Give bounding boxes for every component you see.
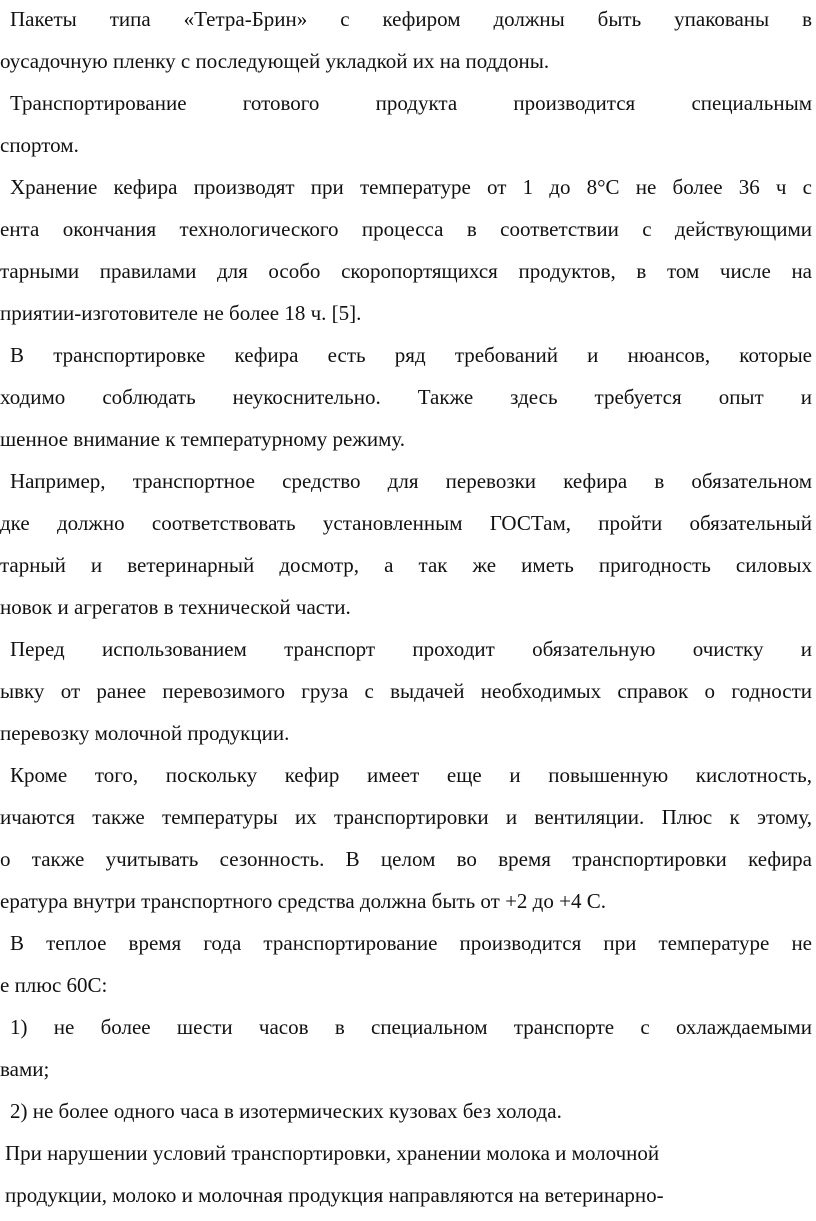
text-line: 2) не более одного часа в изотермических кузовах без холода. xyxy=(10,1099,562,1123)
text-line: Транспортирование готового продукта производится специальным xyxy=(10,91,812,115)
text-line: вами; xyxy=(0,1057,50,1081)
text-line: ходимо соблюдать неукоснительно. Также здесь требуется опыт и xyxy=(0,385,812,409)
text-line: оусадочную пленку с последующей укладкой их на поддоны. xyxy=(0,49,550,73)
text-line: продукции, молоко и молочная продукция направляются на ветеринарно- xyxy=(5,1183,664,1207)
text-line: Хранение кефира производят при температуре от 1 до 8°С не более 36 ч с xyxy=(10,175,812,199)
text-line: Перед использованием транспорт проходит обязательную очистку и xyxy=(10,637,812,661)
text-line: перевозку молочной продукции. xyxy=(0,721,290,745)
text-line: шенное внимание к температурному режиму. xyxy=(0,427,406,451)
text-line: ература внутри транспортного средства должна быть от +2 до +4 С. xyxy=(0,889,606,913)
text-line: дке должно соответствовать установленным ГОСТам, пройти обязательный xyxy=(0,511,812,535)
text-line: спортом. xyxy=(0,133,79,157)
text-line: В теплое время года транспортирование производится при температуре не xyxy=(10,931,812,955)
text-line: приятии-изготовителе не более 18 ч. [5]. xyxy=(0,301,362,325)
text-line: 1) не более шести часов в специальном транспорте с охлаждаемыми xyxy=(10,1015,812,1039)
text-line: При нарушении условий транспортировки, хранении молока и молочной xyxy=(5,1141,660,1165)
text-line: о также учитывать сезонность. В целом во время транспортировки кефира xyxy=(0,847,812,871)
text-line: новок и агрегатов в технической части. xyxy=(0,595,351,619)
text-line: тарный и ветеринарный досмотр, а так же иметь пригодность силовых xyxy=(0,553,812,577)
text-line: Пакеты типа «Тетра-Брин» с кефиром должны быть упакованы в xyxy=(10,7,812,31)
text-line: тарными правилами для особо скоропортящихся продуктов, в том числе на xyxy=(0,259,812,283)
text-line: ичаются также температуры их транспортировки и вентиляции. Плюс к этому, xyxy=(0,805,812,829)
text-line: Например, транспортное средство для перевозки кефира в обязательном xyxy=(10,469,812,493)
text-line: ента окончания технологического процесса в соответствии с действующими xyxy=(0,217,812,241)
text-line: е плюс 60С: xyxy=(0,973,108,997)
text-line: Кроме того, поскольку кефир имеет еще и повышенную кислотность, xyxy=(10,763,812,787)
text-line: ывку от ранее перевозимого груза с выдачей необходимых справок о годности xyxy=(0,679,812,703)
text-line: В транспортировке кефира есть ряд требований и нюансов, которые xyxy=(10,343,812,367)
